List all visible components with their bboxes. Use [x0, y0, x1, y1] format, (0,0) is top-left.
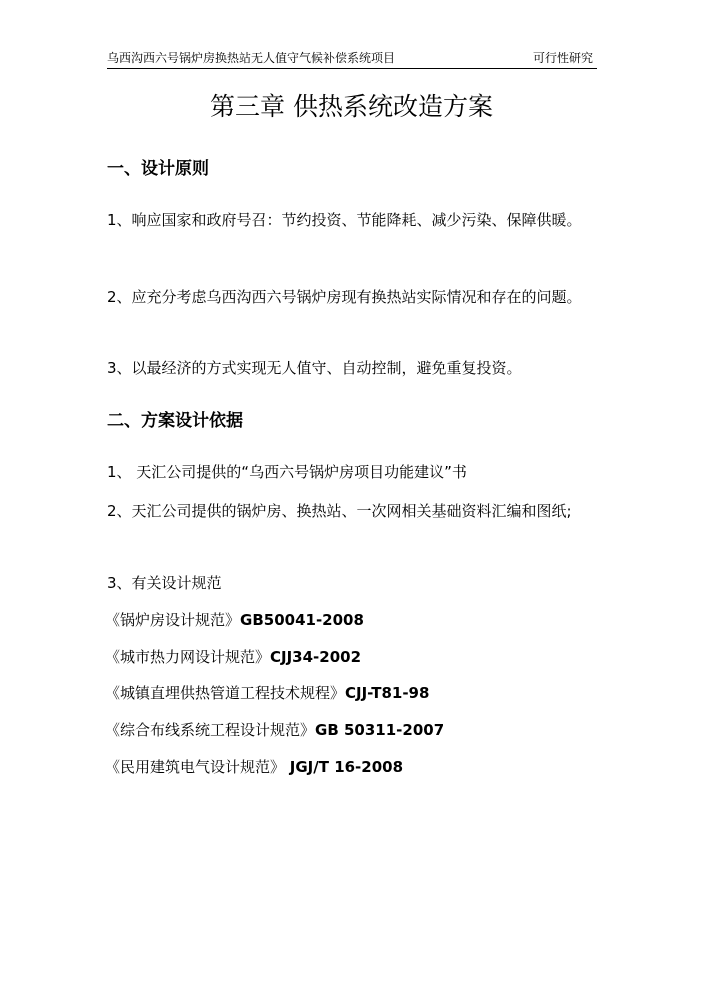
section-heading-design-principles: 一、设计原则 [107, 159, 209, 179]
standard-name: 《综合布线系统工程设计规范》 [105, 721, 316, 739]
section-heading-design-basis: 二、方案设计依据 [107, 411, 243, 431]
standard-item [105, 756, 403, 778]
header-project-name: 乌西沟西六号锅炉房换热站无人值守气候补偿系统项目 [107, 51, 396, 65]
chapter-title: 第三章 供热系统改造方案 [210, 92, 493, 121]
standard-item [105, 646, 361, 668]
standard-item [105, 609, 364, 631]
standard-code: JGJ/T 16-2008 [289, 758, 404, 776]
standard-name: 《城市热力网设计规范》 [105, 648, 271, 666]
basis-item-2: 2、天汇公司提供的锅炉房、换热站、一次网相关基础资料汇编和图纸; [107, 502, 572, 520]
standard-code: GB50041-2008 [240, 611, 364, 629]
standard-name: 《锅炉房设计规范》 [105, 611, 241, 629]
standard-item [105, 719, 444, 741]
principle-item-1: 1、响应国家和政府号召：节约投资、节能降耗、减少污染、保障供暖。 [107, 211, 582, 229]
header-doc-type: 可行性研究 [532, 51, 593, 65]
standard-code: CJJ-T81-98 [345, 684, 430, 702]
standard-name: 《民用建筑电气设计规范》 [105, 758, 290, 776]
basis-item-3: 3、有关设计规范 [107, 574, 222, 592]
basis-item-1: 1、 天汇公司提供的“乌西六号锅炉房项目功能建议”书 [107, 463, 467, 481]
standard-code: CJJ34-2002 [270, 648, 362, 666]
standard-code: GB 50311-2007 [315, 721, 445, 739]
standard-item [105, 682, 429, 704]
principle-item-2: 2、应充分考虑乌西沟西六号锅炉房现有换热站实际情况和存在的问题。 [107, 288, 582, 306]
principle-item-3: 3、以最经济的方式实现无人值守、自动控制，避免重复投资。 [107, 359, 522, 377]
standard-name: 《城镇直埋供热管道工程技术规程》 [105, 684, 346, 702]
page-header [107, 48, 597, 69]
